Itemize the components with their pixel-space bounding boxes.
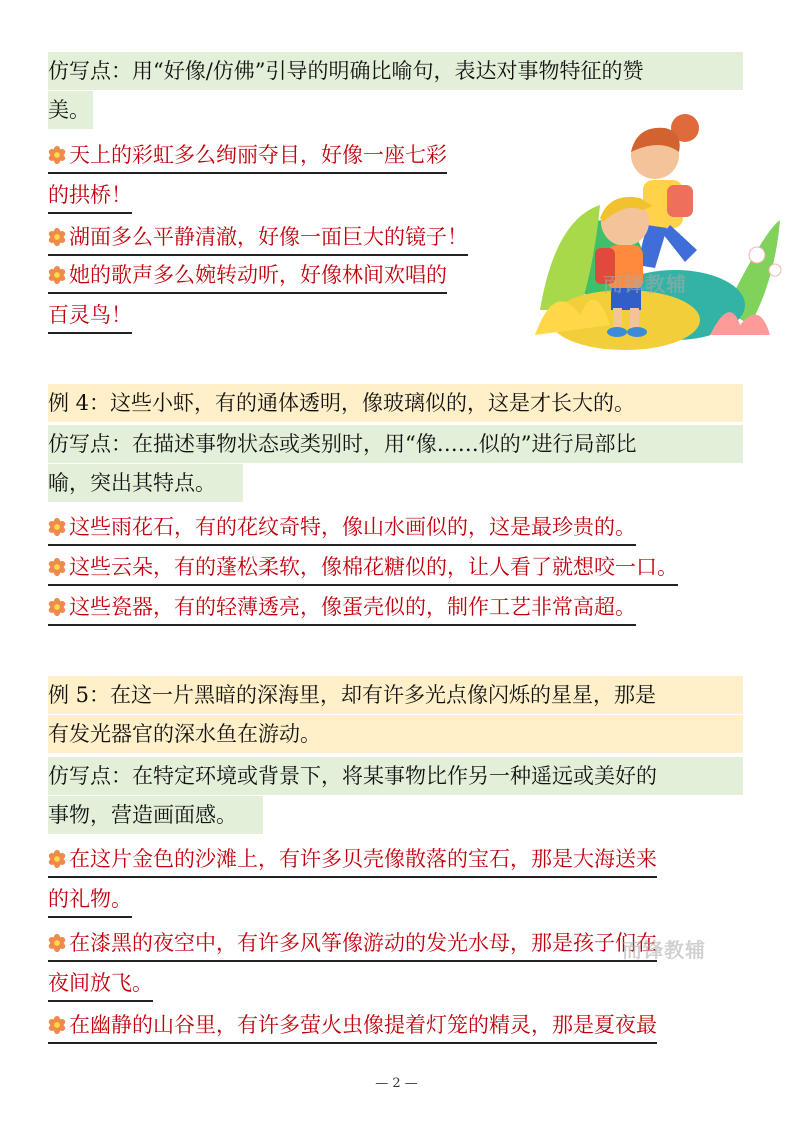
sample-sentence — [48, 220, 468, 256]
flower-icon — [48, 928, 66, 946]
flower-icon — [48, 260, 66, 278]
watermark: 而锋教辅 — [603, 272, 687, 296]
sample-text: 天上的彩虹多么绚丽夺目，好像一座七彩 — [69, 143, 447, 167]
sample-sentence — [48, 590, 636, 626]
sample-sentence-cont: 的礼物。 — [48, 882, 132, 918]
sample-sentence-cont: 百灵鸟！ — [48, 298, 132, 334]
tip-line: 喻，突出其特点。 — [48, 464, 243, 502]
sample-sentence-cont: 夜间放飞。 — [48, 966, 153, 1002]
sample-text: 在漆黑的夜空中，有许多风筝像游动的发光水母，那是孩子们在 — [69, 931, 657, 955]
sample-text: 湖面多么平静清澈，好像一面巨大的镜子！ — [69, 225, 468, 249]
sample-sentence — [48, 1008, 657, 1044]
tip-line: 事物，营造画面感。 — [48, 796, 263, 834]
tip-line: 美。 — [48, 91, 93, 129]
sample-text: 在幽静的山谷里，有许多萤火虫像提着灯笼的精灵，那是夏夜最 — [69, 1013, 657, 1037]
sample-text: 这些云朵，有的蓬松柔软，像棉花糖似的，让人看了就想咬一口。 — [69, 555, 678, 579]
children-illustration — [525, 110, 785, 355]
sample-sentence — [48, 510, 636, 546]
flower-icon — [48, 592, 66, 610]
flower-icon — [48, 140, 66, 158]
page-number: — 2 — — [375, 1076, 418, 1091]
sample-sentence-cont: 的拱桥！ — [48, 178, 132, 214]
tip-line: 仿写点：在特定环境或背景下，将某事物比作另一种遥远或美好的 — [48, 757, 743, 795]
flower-icon — [48, 222, 66, 240]
sample-text: 这些瓷器，有的轻薄透亮，像蛋壳似的，制作工艺非常高超。 — [69, 595, 636, 619]
sample-text: 这些雨花石，有的花纹奇特，像山水画似的，这是最珍贵的。 — [69, 515, 636, 539]
flower-icon — [48, 512, 66, 530]
sample-sentence — [48, 258, 447, 294]
flower-icon — [48, 552, 66, 570]
sample-text: 她的歌声多么婉转动听，好像林间欢唱的 — [69, 263, 447, 287]
example-line: 有发光器官的深水鱼在游动。 — [48, 715, 743, 753]
flower-icon — [48, 844, 66, 862]
tip-line: 仿写点：在描述事物状态或类别时，用“像……似的”进行局部比 — [48, 425, 743, 463]
example-line: 例 4：这些小虾，有的通体透明，像玻璃似的，这是才长大的。 — [48, 384, 743, 422]
watermark: 而锋教辅 — [622, 938, 706, 962]
sample-sentence — [48, 842, 657, 878]
example-line: 例 5：在这一片黑暗的深海里，却有许多光点像闪烁的星星，那是 — [48, 676, 743, 714]
sample-sentence — [48, 550, 678, 586]
sample-text: 在这片金色的沙滩上，有许多贝壳像散落的宝石，那是大海送来 — [69, 847, 657, 871]
tip-line: 仿写点：用“好像/仿佛”引导的明确比喻句，表达对事物特征的赞 — [48, 52, 743, 90]
sample-sentence — [48, 926, 657, 962]
flower-icon — [48, 1010, 66, 1028]
sample-sentence — [48, 138, 447, 174]
